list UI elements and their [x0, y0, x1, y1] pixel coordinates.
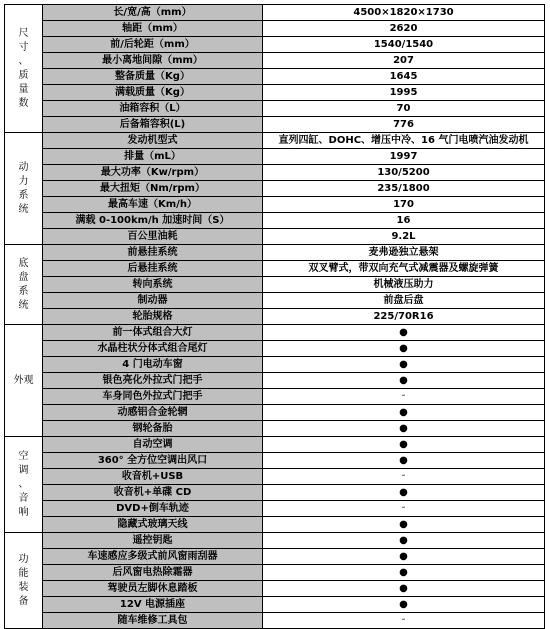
spec-label: 随车维修工具包	[43, 613, 263, 629]
included-dot-icon: ●	[263, 485, 545, 501]
spec-row	[5, 517, 545, 533]
spec-label: 隐藏式玻璃天线	[43, 517, 263, 533]
spec-value: 9.2L	[263, 229, 545, 245]
not-available-mark: -	[263, 501, 545, 517]
spec-row	[5, 453, 545, 469]
spec-label: 最高车速（Km/h）	[43, 197, 263, 213]
not-available-mark: -	[263, 469, 545, 485]
section-category-label: 动 力 系 统	[18, 161, 29, 215]
section-category-cell	[5, 533, 43, 629]
spec-label: 后风窗电热除霜器	[43, 565, 263, 581]
spec-label: 轮胎规格	[43, 309, 263, 325]
spec-label: 水晶柱状分体式组合尾灯	[43, 341, 263, 357]
section-category-label: 外观	[13, 374, 34, 386]
included-dot-icon: ●	[263, 581, 545, 597]
spec-value: 225/70R16	[263, 309, 545, 325]
spec-row	[5, 69, 545, 85]
spec-value: 2620	[263, 21, 545, 37]
included-dot-icon: ●	[263, 597, 545, 613]
spec-value: 1645	[263, 69, 545, 85]
spec-label: 整备质量（Kg）	[43, 69, 263, 85]
spec-row	[5, 309, 545, 325]
spec-label: 满载 0-100km/h 加速时间（S）	[43, 213, 263, 229]
spec-row	[5, 53, 545, 69]
included-dot-icon: ●	[263, 357, 545, 373]
included-dot-icon: ●	[263, 373, 545, 389]
included-dot-icon: ●	[263, 325, 545, 341]
spec-value: 双叉臂式，带双向充气式减震器及螺旋弹簧	[263, 261, 545, 277]
section-category-cell	[5, 325, 43, 437]
spec-value: 70	[263, 101, 545, 117]
spec-label: DVD+倒车轨迹	[43, 501, 263, 517]
spec-label: 后备箱容积(L)	[43, 117, 263, 133]
spec-label: 钢轮备胎	[43, 421, 263, 437]
included-dot-icon: ●	[263, 437, 545, 453]
spec-value: 16	[263, 213, 545, 229]
spec-row	[5, 469, 545, 485]
spec-label: 转向系统	[43, 277, 263, 293]
spec-value: 直列四缸、DOHC、增压中冷、16 气门电喷汽油发动机	[263, 133, 545, 149]
spec-row	[5, 165, 545, 181]
not-available-mark: -	[263, 389, 545, 405]
section-category-label: 尺 寸 、 质 量 数	[18, 27, 29, 109]
included-dot-icon: ●	[263, 341, 545, 357]
spec-label: 发动机型式	[43, 133, 263, 149]
spec-row	[5, 37, 545, 53]
spec-row	[5, 421, 545, 437]
spec-row	[5, 261, 545, 277]
spec-row	[5, 501, 545, 517]
spec-row	[5, 21, 545, 37]
spec-row	[5, 229, 545, 245]
spec-value: 170	[263, 197, 545, 213]
spec-row	[5, 213, 545, 229]
included-dot-icon: ●	[263, 533, 545, 549]
spec-label: 油箱容积（L）	[43, 101, 263, 117]
spec-value: 130/5200	[263, 165, 545, 181]
not-available-mark: -	[263, 613, 545, 629]
spec-label: 动感铝合金轮辋	[43, 405, 263, 421]
spec-value: 235/1800	[263, 181, 545, 197]
spec-label: 最大扭矩（Nm/rpm）	[43, 181, 263, 197]
spec-label: 自动空调	[43, 437, 263, 453]
spec-row	[5, 5, 545, 21]
spec-value: 1997	[263, 149, 545, 165]
spec-value: 机械液压助力	[263, 277, 545, 293]
spec-row	[5, 341, 545, 357]
spec-value: 1995	[263, 85, 545, 101]
spec-value: 776	[263, 117, 545, 133]
spec-row	[5, 245, 545, 261]
spec-label: 满载质量（Kg）	[43, 85, 263, 101]
section-category-label: 功 能 装 备	[18, 553, 29, 607]
spec-label: 制动器	[43, 293, 263, 309]
section-category-label: 空 调 、 音 响	[18, 450, 29, 518]
included-dot-icon: ●	[263, 565, 545, 581]
included-dot-icon: ●	[263, 405, 545, 421]
included-dot-icon: ●	[263, 517, 545, 533]
spec-label: 百公里油耗	[43, 229, 263, 245]
spec-label: 长/宽/高（mm）	[43, 5, 263, 21]
spec-value: 207	[263, 53, 545, 69]
spec-row	[5, 101, 545, 117]
spec-label: 后悬挂系统	[43, 261, 263, 277]
spec-row	[5, 581, 545, 597]
spec-row	[5, 549, 545, 565]
spec-row	[5, 613, 545, 629]
section-category-cell	[5, 133, 43, 245]
included-dot-icon: ●	[263, 421, 545, 437]
spec-row	[5, 117, 545, 133]
spec-label: 车速感应多级式前风窗雨刮器	[43, 549, 263, 565]
spec-row	[5, 373, 545, 389]
included-dot-icon: ●	[263, 453, 545, 469]
spec-value: 1540/1540	[263, 37, 545, 53]
spec-row	[5, 357, 545, 373]
spec-label: 最大功率（Kw/rpm）	[43, 165, 263, 181]
spec-row	[5, 389, 545, 405]
spec-row	[5, 565, 545, 581]
spec-label: 12V 电源插座	[43, 597, 263, 613]
spec-label: 排量（mL）	[43, 149, 263, 165]
spec-label: 遥控钥匙	[43, 533, 263, 549]
spec-row	[5, 197, 545, 213]
spec-label: 前一体式组合大灯	[43, 325, 263, 341]
spec-table-body	[5, 5, 545, 629]
spec-label: 驾驶员左脚休息踏板	[43, 581, 263, 597]
spec-row	[5, 181, 545, 197]
section-category-cell	[5, 437, 43, 533]
spec-row	[5, 437, 545, 453]
spec-row	[5, 485, 545, 501]
spec-label: 收音机+单碟 CD	[43, 485, 263, 501]
spec-label: 360° 全方位空调出风口	[43, 453, 263, 469]
included-dot-icon: ●	[263, 549, 545, 565]
spec-label: 轴距（mm）	[43, 21, 263, 37]
spec-label: 前/后轮距（mm）	[43, 37, 263, 53]
spec-label: 最小离地间隙（mm）	[43, 53, 263, 69]
spec-row	[5, 405, 545, 421]
spec-row	[5, 133, 545, 149]
spec-label: 4 门电动车窗	[43, 357, 263, 373]
spec-value: 麦弗逊独立悬架	[263, 245, 545, 261]
spec-value: 4500×1820×1730	[263, 5, 545, 21]
spec-row	[5, 149, 545, 165]
spec-value: 前盘后盘	[263, 293, 545, 309]
spec-label: 银色亮化外拉式门把手	[43, 373, 263, 389]
spec-row	[5, 293, 545, 309]
vehicle-spec-table	[4, 4, 545, 629]
spec-label: 收音机+USB	[43, 469, 263, 485]
spec-row	[5, 325, 545, 341]
section-category-cell	[5, 245, 43, 325]
spec-label: 前悬挂系统	[43, 245, 263, 261]
spec-label: 车身同色外拉式门把手	[43, 389, 263, 405]
section-category-label: 底 盘 系 统	[18, 257, 29, 311]
section-category-cell	[5, 5, 43, 133]
spec-row	[5, 597, 545, 613]
spec-row	[5, 533, 545, 549]
spec-row	[5, 277, 545, 293]
spec-row	[5, 85, 545, 101]
